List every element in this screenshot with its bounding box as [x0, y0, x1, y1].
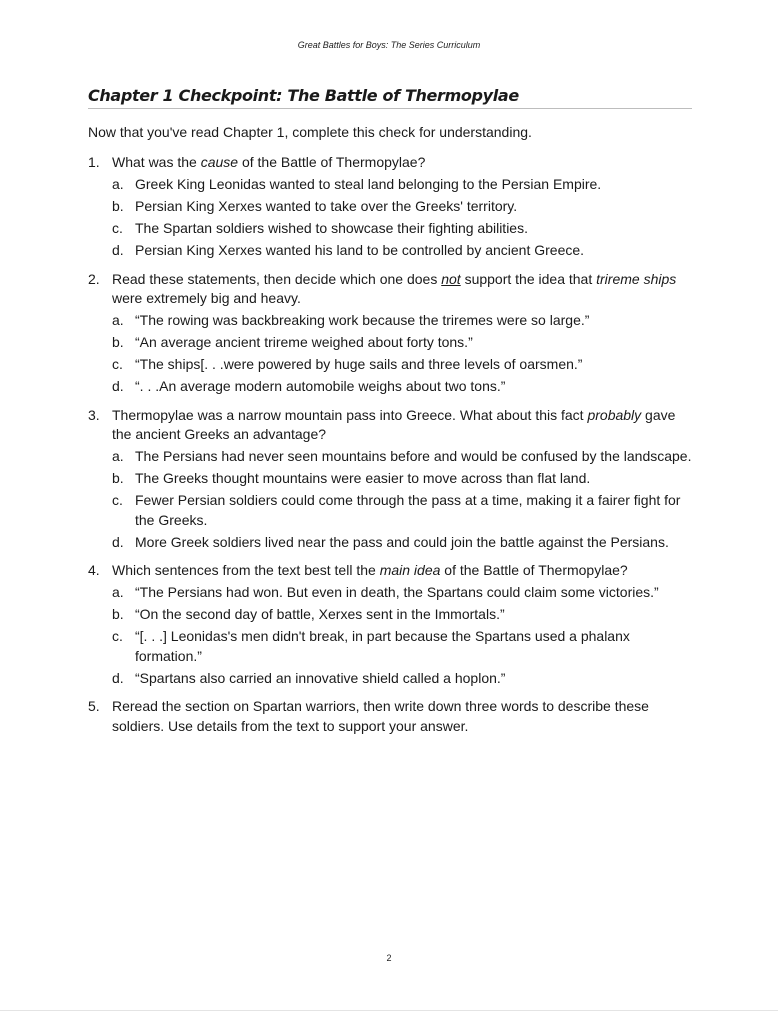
choice-text: More Greek soldiers lived near the pass and could join the battle against the Persians.	[135, 533, 669, 550]
choice-text: The Spartan soldiers wished to showcase their fighting abilities.	[135, 220, 528, 236]
answer-choices	[112, 175, 692, 261]
question-prompt: Which sentences from the text best tell the main idea of the Battle of Thermopylae?	[112, 562, 628, 578]
answer-choice	[112, 583, 692, 603]
intro-text: Now that you've read Chapter 1, complete this check for understanding.	[88, 124, 532, 140]
choice-letter: c.	[112, 356, 123, 372]
choice-letter: b.	[112, 606, 124, 622]
choice-letter: b.	[112, 470, 124, 486]
choice-letter: a.	[112, 176, 124, 192]
answer-choice	[112, 241, 692, 261]
answer-choice	[112, 311, 692, 331]
answer-choice	[112, 491, 692, 530]
choice-letter: a.	[112, 584, 124, 600]
choice-letter: d.	[112, 378, 124, 394]
answer-choice	[112, 219, 692, 239]
question-prompt: Thermopylae was a narrow mountain pass into Greece. What about this fact probably gave the ancient Greeks an advantage?	[112, 406, 676, 442]
choice-text: “[. . .] Leonidas's men didn't break, in part because the Spartans used a phalanx formation.”	[135, 628, 630, 664]
choice-letter: d.	[112, 669, 124, 686]
question-prompt: What was the cause of the Battle of Thermopylae?	[112, 154, 426, 170]
choice-text: The Persians had never seen mountains before and would be confused by the landscape.	[135, 448, 692, 464]
emphasis: main idea	[379, 562, 441, 578]
question-number: 3.	[88, 406, 100, 423]
choice-text: “. . .An average modern automobile weighs about two tons.”	[135, 378, 506, 394]
emphasis: probably	[587, 406, 642, 423]
answer-choice	[112, 175, 692, 195]
choice-text: Greek King Leonidas wanted to steal land belonging to the Persian Empire.	[135, 176, 602, 192]
answer-choice	[112, 333, 692, 353]
question-prompt: Reread the section on Spartan warriors, then write down three words to describe these soldiers. Use details from the text to support your answer.	[112, 698, 649, 734]
answer-choices	[112, 447, 692, 552]
answer-choice	[112, 355, 692, 375]
answer-choice	[112, 469, 692, 489]
choice-letter: d.	[112, 533, 124, 550]
emphasis: trireme ships	[596, 270, 677, 287]
choice-text: “The rowing was backbreaking work because the triremes were so large.”	[135, 312, 590, 328]
question-number: 5.	[88, 698, 100, 714]
answer-choices	[112, 311, 692, 397]
choice-letter: d.	[112, 242, 124, 258]
choice-text: Persian King Xerxes wanted his land to be controlled by ancient Greece.	[135, 242, 585, 258]
choice-text: “An average ancient trireme weighed about forty tons.”	[135, 334, 473, 350]
question-prompt: Read these statements, then decide which one does not support the idea that trireme ships were extremely big and heavy.	[112, 270, 677, 306]
answer-choice	[112, 627, 692, 666]
question-list	[88, 153, 692, 745]
choice-text: “Spartans also carried an innovative shield called a hoplon.”	[135, 669, 506, 686]
choice-letter: a.	[112, 312, 124, 328]
answer-choice	[112, 605, 692, 625]
answer-choice	[112, 669, 692, 689]
choice-text: “The Persians had won. But even in death, the Spartans could claim some victories.”	[135, 584, 659, 600]
answer-choice	[112, 533, 692, 553]
choice-letter: a.	[112, 448, 124, 464]
question-number: 2.	[88, 270, 100, 287]
question-3	[88, 406, 692, 553]
choice-text: Persian King Xerxes wanted to take over the Greeks' territory.	[135, 198, 518, 214]
question-number: 1.	[88, 154, 100, 170]
emphasis: not	[441, 270, 461, 287]
question-4	[88, 561, 692, 688]
answer-choice	[112, 197, 692, 217]
question-5	[88, 697, 692, 736]
question-2	[88, 270, 692, 397]
page-title: Chapter 1 Checkpoint: The Battle of Thermopylae	[88, 86, 692, 109]
choice-text: “On the second day of battle, Xerxes sent in the Immortals.”	[135, 606, 505, 622]
choice-letter: c.	[112, 628, 123, 644]
running-header: Great Battles for Boys: The Series Curriculum	[297, 40, 481, 50]
page-number: 2	[386, 953, 392, 963]
choice-letter: b.	[112, 334, 124, 350]
question-number: 4.	[88, 562, 100, 578]
question-1	[88, 153, 692, 261]
emphasis: cause	[200, 154, 239, 170]
answer-choice	[112, 447, 692, 467]
choice-letter: c.	[112, 220, 123, 236]
answer-choices	[112, 583, 692, 688]
choice-text: Fewer Persian soldiers could come through the pass at a time, making it a fairer fight for the Greeks.	[135, 492, 681, 528]
choice-text: “The ships[. . .were powered by huge sails and three levels of oarsmen.”	[135, 356, 583, 372]
choice-letter: c.	[112, 492, 123, 508]
choice-text: The Greeks thought mountains were easier to move across than flat land.	[135, 470, 591, 486]
choice-letter: b.	[112, 198, 124, 214]
answer-choice	[112, 377, 692, 397]
